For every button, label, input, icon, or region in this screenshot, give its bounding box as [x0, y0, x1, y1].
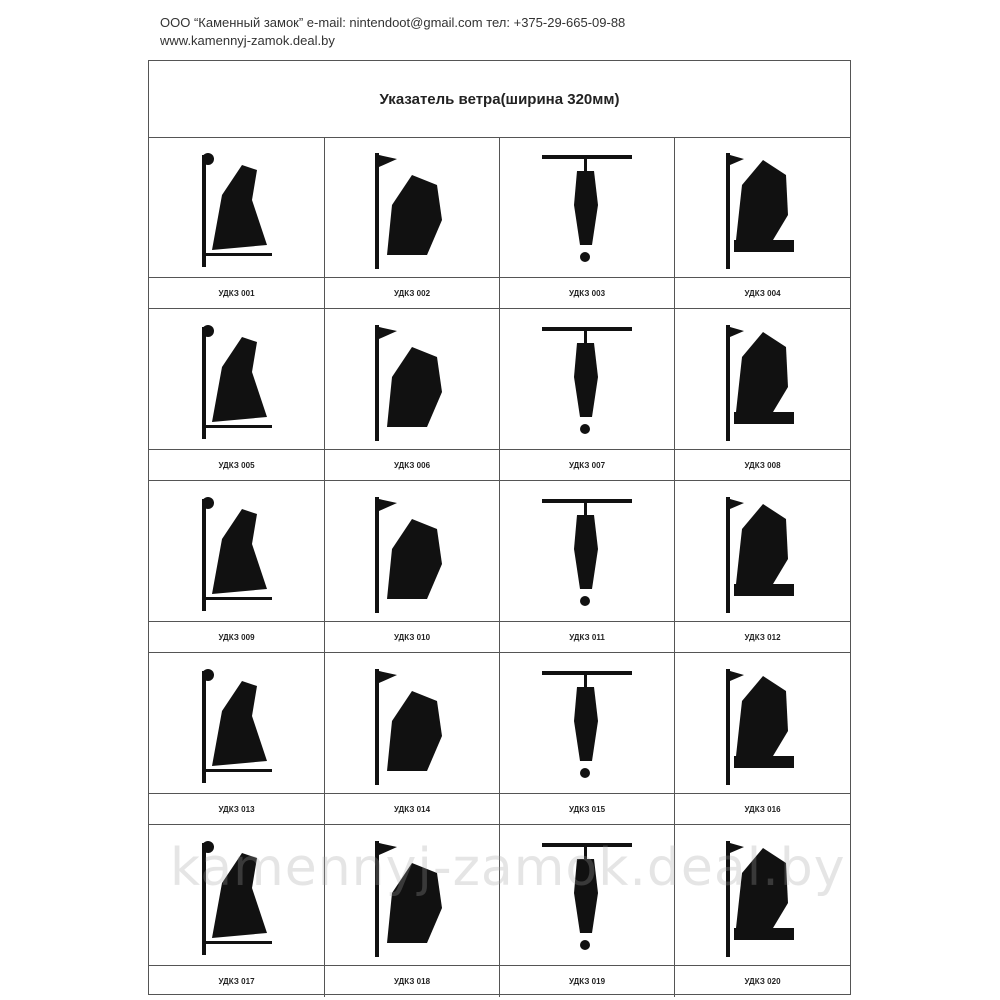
- product-card[interactable]: [149, 309, 325, 481]
- watermark-text: kamennyj-zamok.deal.by: [170, 838, 846, 898]
- company-contact-line: ООО “Каменный замок” e-mail: nintendoot@gmail.com тел: +375-29-665-09-88: [160, 15, 626, 30]
- product-card[interactable]: [500, 137, 675, 309]
- product-card[interactable]: [675, 137, 850, 309]
- product-card[interactable]: [149, 137, 325, 309]
- catalog-sheet: [148, 60, 851, 995]
- product-card[interactable]: [675, 653, 850, 825]
- fish-weathervane-icon: [357, 317, 467, 443]
- product-image[interactable]: [325, 653, 499, 794]
- product-code: УДКЗ 010: [393, 632, 431, 642]
- product-code: УДКЗ 004: [744, 288, 781, 298]
- flag-yachts-weathervane-icon: [357, 661, 467, 787]
- product-card[interactable]: [325, 309, 500, 481]
- product-image[interactable]: [500, 309, 674, 450]
- product-image[interactable]: [149, 309, 324, 450]
- product-code: УДКЗ 005: [218, 460, 255, 470]
- product-code: УДКЗ 015: [568, 804, 606, 814]
- product-image[interactable]: [500, 825, 674, 966]
- product-code: УДКЗ 012: [744, 632, 781, 642]
- product-image[interactable]: [675, 309, 850, 450]
- product-card[interactable]: [325, 137, 500, 309]
- product-image[interactable]: [149, 825, 324, 966]
- product-image[interactable]: [675, 137, 850, 278]
- sailing-ship-weathervane-icon: [357, 489, 467, 615]
- product-code: УДКЗ 007: [568, 460, 606, 470]
- product-image[interactable]: [149, 137, 324, 278]
- product-card[interactable]: [149, 653, 325, 825]
- product-code: УДКЗ 014: [393, 804, 431, 814]
- product-image[interactable]: [500, 653, 674, 794]
- product-image[interactable]: [500, 137, 674, 278]
- sitting-cat-weathervane-icon: [532, 317, 642, 443]
- product-card[interactable]: [325, 825, 500, 997]
- chimney-sweep-weathervane-icon: [708, 489, 818, 615]
- product-image[interactable]: [325, 481, 499, 622]
- bat-weathervane-icon: [532, 489, 642, 615]
- product-card[interactable]: [500, 825, 675, 997]
- product-grid: [149, 137, 850, 994]
- contact-header: [160, 14, 625, 50]
- product-card[interactable]: [675, 481, 850, 653]
- product-code: УДКЗ 019: [568, 976, 606, 986]
- ornamental-rooster-weathervane-icon: [182, 833, 292, 959]
- product-code: УДКЗ 017: [218, 976, 255, 986]
- product-card[interactable]: [325, 653, 500, 825]
- product-card[interactable]: [500, 481, 675, 653]
- product-image[interactable]: [149, 653, 324, 794]
- product-code: УДКЗ 003: [568, 288, 606, 298]
- product-image[interactable]: [325, 825, 499, 966]
- product-code: УДКЗ 013: [218, 804, 255, 814]
- pirate-flag-weathervane-icon: [532, 661, 642, 787]
- product-card[interactable]: [675, 309, 850, 481]
- product-image[interactable]: [500, 481, 674, 622]
- dancing-couple-weathervane-icon: [182, 489, 292, 615]
- website-line: www.kamennyj-zamok.deal.by: [160, 33, 335, 48]
- product-code: УДКЗ 006: [393, 460, 431, 470]
- product-image[interactable]: [675, 481, 850, 622]
- product-code: УДКЗ 009: [218, 632, 255, 642]
- product-card[interactable]: [675, 825, 850, 997]
- catalog-title: Указатель ветра(ширина 320мм): [149, 61, 850, 138]
- product-image[interactable]: [149, 481, 324, 622]
- owl-weathervane-icon: [708, 661, 818, 787]
- hanging-cat-weathervane-icon: [532, 145, 642, 271]
- flag-flower-weathervane-icon: [182, 661, 292, 787]
- product-image[interactable]: [325, 137, 499, 278]
- cupid-archer-weathervane-icon: [182, 317, 292, 443]
- product-card[interactable]: [149, 481, 325, 653]
- product-card[interactable]: [500, 653, 675, 825]
- product-image[interactable]: [675, 825, 850, 966]
- product-code: УДКЗ 018: [393, 976, 431, 986]
- product-code: УДКЗ 011: [569, 632, 605, 642]
- product-image[interactable]: [325, 309, 499, 450]
- dog-weathervane-icon: [182, 145, 292, 271]
- heraldic-lion-weathervane-icon: [708, 145, 818, 271]
- product-code: УДКЗ 008: [744, 460, 781, 470]
- pegasus-weathervane-icon: [708, 317, 818, 443]
- product-image[interactable]: [675, 653, 850, 794]
- horseman-weathervane-icon: [357, 145, 467, 271]
- product-card[interactable]: [149, 825, 325, 997]
- product-card[interactable]: [500, 309, 675, 481]
- product-code: УДКЗ 020: [744, 976, 781, 986]
- flower-basket-weathervane-icon: [532, 833, 642, 959]
- product-code: УДКЗ 001: [218, 288, 255, 298]
- product-code: УДКЗ 016: [744, 804, 781, 814]
- product-code: УДКЗ 002: [393, 288, 431, 298]
- rooster-weathervane-icon: [357, 833, 467, 959]
- product-card[interactable]: [325, 481, 500, 653]
- gardener-weathervane-icon: [708, 833, 818, 959]
